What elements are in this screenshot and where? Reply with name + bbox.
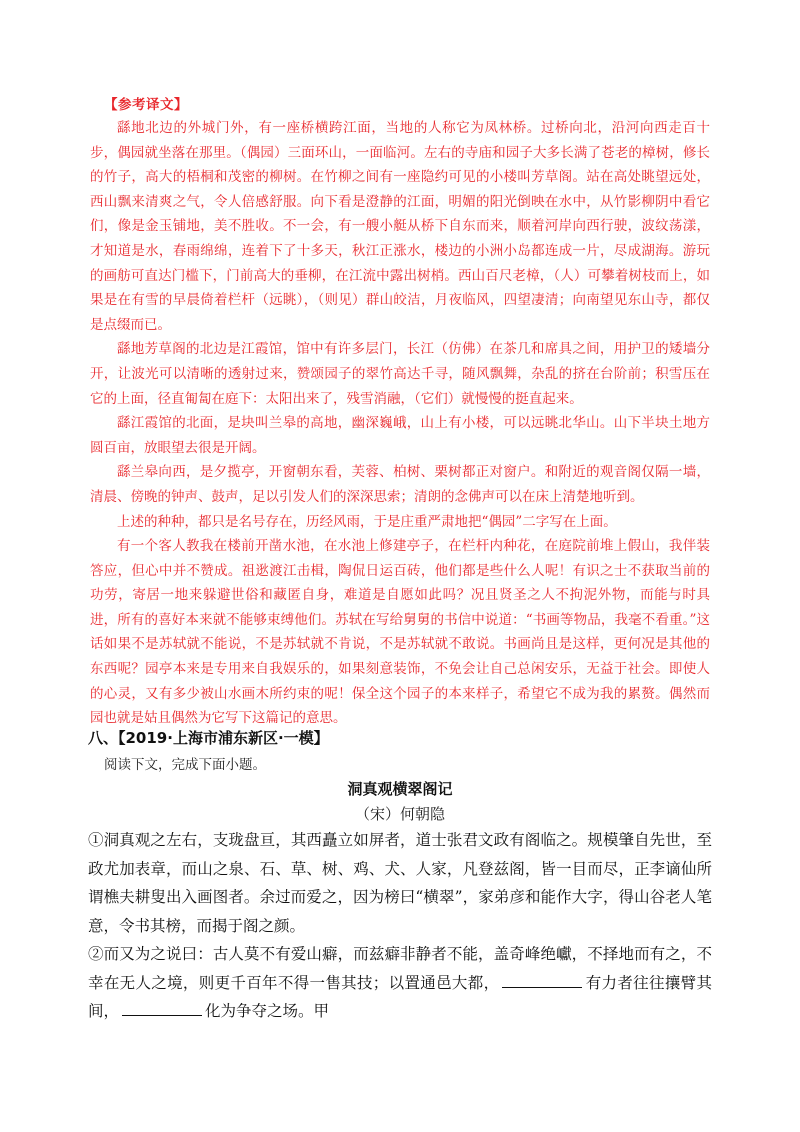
reading-instruction: 阅读下文，完成下面小题。	[104, 757, 266, 773]
translation-paragraph-6: 有一个客人教我在楼前开凿水池，在水池上修建亭子，在栏杆内种花，在庭院前堆上假山，我伴装答应，但心中并不赞成。祖逖渡江击楫，陶侃日运百砖，他们都是些什么人呢！有识之士不获取当前的功劳，寄居一地来躲避世俗和藏匿自身，难道是自愿如此吗？况且贤圣之人不拘泥外物，而能与时具进，所有的喜好本来就不能够束缚他们。苏轼在写给舅舅的书信中说道：“书画等物品，我毫不看重。”这话如果不是苏轼就不能说，不是苏轼就不肯说，不是苏轼就不敢说。书画尚且是这样，更何况是其他的东西呢？园亭本来是专用来自我娱乐的，如果刻意装饰，不免会让自己总闲安乐，无益于社会。即使人的心灵，又有多少被山水画木所约束的呢！保全这个园子的本来样子，希望它不成为我的累赘。偶然而园也就是姑且偶然为它写下这篇记的意思。	[90, 538, 710, 727]
article-author: （宋）何朝隐	[354, 805, 445, 823]
paragraph-2-part-3: 化为争夺之场。甲	[205, 1002, 330, 1020]
paragraph-2-part-2: 有力者往往攘臂其间，	[88, 973, 712, 1020]
paragraph-2-part-1: ②而又为之说曰：古人莫不有爱山癖，而兹癖非静者不能，盖奇峰绝巘，不择地而有之，不幸在无人之境，则更千百年不得一售其技；以置通邑大都，	[88, 945, 712, 992]
fill-blank-1[interactable]	[502, 970, 582, 987]
fill-blank-2[interactable]	[122, 999, 202, 1016]
reference-translation-body	[90, 116, 710, 731]
article-title: 洞真观横翠阁记	[347, 780, 453, 798]
reference-translation-title: 【参考译文】	[104, 97, 188, 113]
translation-paragraph-3: 繇江霞馆的北面，是块叫兰皋的高地，幽深巍峨，山上有小楼，可以远眺北华山。山下半块土地方圆百亩，放眼望去很是开阔。	[90, 415, 710, 456]
translation-paragraph-4: 繇兰皋向西，是夕揽亭，开窗朝东看，芙蓉、柏树、栗树都正对窗户。和附近的观音阁仅隔一墙，清晨、傍晚的钟声、鼓声，足以引发人们的深深思索；清朗的念佛声可以在床上清楚地听到。	[90, 464, 710, 505]
translation-paragraph-1: 繇地北边的外城门外，有一座桥横跨江面，当地的人称它为凤林桥。过桥向北，沿河向西走百十步，偶园就坐落在那里。（偶园）三面环山，一面临河。左右的寺庙和园子大多长满了苍老的樟树，修长的竹子，高大的梧桐和茂密的柳树。在竹柳之间有一座隐约可见的小楼叫芳草阁。站在高处眺望远处，西山飘来清爽之气，令人倍感舒服。向下看是澄静的江面，明媚的阳光倒映在水中，从竹影柳阴中看它们，像是金玉铺地，美不胜收。不一会，有一艘小艇从桥下自东而来，顺着河岸向西行驶，波纹荡漾，才知道是水，春雨绵绵，连着下了十多天，秋江正涨水，楼边的小洲小岛都连成一片，尽成湖海。游玩的画舫可直达门槛下，门前高大的垂柳，在江流中露出树梢。西山百尺老樟，（人）可攀着树枝而上，如果是在有雪的早晨倚着栏杆（远眺），（则见）群山皎洁，月夜临风，四望凄清；向南望见东山寺，都仅是点缀而已。	[90, 120, 710, 333]
article-paragraph-1: ①洞真观之左右，支珑盘亘，其西矗立如屏者，道士张君文政有阁临之。规模肇自先世，至政尤加表章，而山之泉、石、草、树、鸡、犬、人家，凡登兹阁，皆一目而尽，正李谪仙所谓樵夫耕叟出入画图者。余过而爱之，因为榜曰“横翠”，家弟彦和能作大字，得山谷老人笔意，令书其榜，而揭于阁之颜。	[88, 831, 712, 935]
article-body	[88, 826, 712, 1026]
section-header: 八、【2019·上海市浦东新区·一模】	[88, 729, 329, 747]
translation-paragraph-2: 繇地芳草阁的北边是江霞馆，馆中有许多层门，长江（仿佛）在茶几和席具之间，用护卫的矮墙分开，让波光可以清晰的透射过来，赞颂园子的翠竹高达千寻，随风飘舞，杂乱的挤在台阶前；积雪压在它的上面，径直匍匐在庭下：太阳出来了，残雪消融，（它们）就慢慢的挺直起来。	[90, 341, 710, 407]
translation-paragraph-5: 上述的种种，都只是名号存在，历经风雨，于是庄重严肃地把“偶园”二字写在上面。	[117, 513, 617, 530]
article-paragraph-2	[88, 940, 712, 1026]
